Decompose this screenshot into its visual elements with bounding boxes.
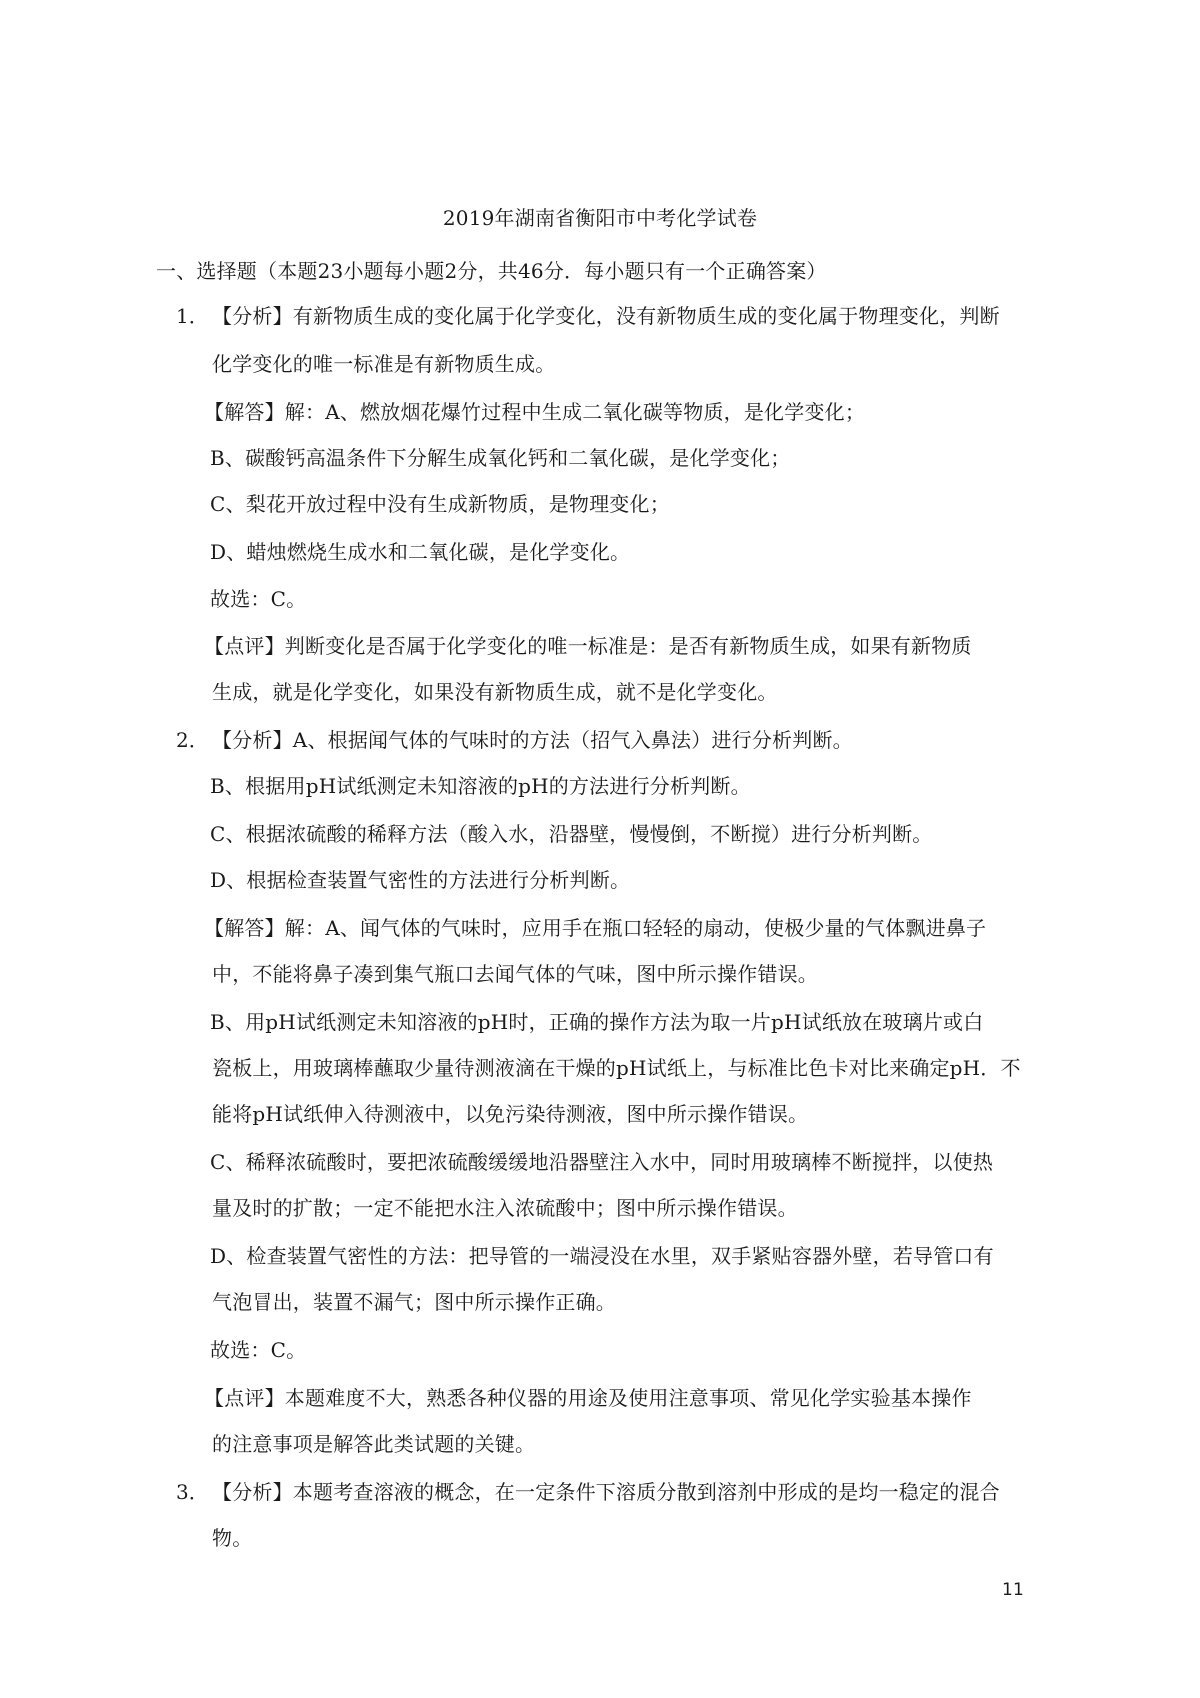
page-number: 11 bbox=[1001, 1580, 1024, 1600]
q2-answer-line: C、稀释浓硫酸时，要把浓硫酸缓缓地沿器壁注入水中，同时用玻璃棒不断搅拌，以使热 bbox=[210, 1150, 994, 1174]
q2-comment-line: 的注意事项是解答此类试题的关键。 bbox=[212, 1432, 536, 1456]
q3-analysis-line: 物。 bbox=[212, 1526, 253, 1550]
q2-answer-line: 能将pH试纸伸入待测液中，以免污染待测液，图中所示操作错误。 bbox=[212, 1102, 809, 1126]
section-heading: 一、选择题（本题23小题每小题2分，共46分．每小题只有一个正确答案） bbox=[156, 259, 827, 283]
document-title: 2019年湖南省衡阳市中考化学试卷 bbox=[442, 206, 758, 230]
q1-answer-line: B、碳酸钙高温条件下分解生成氧化钙和二氧化碳，是化学变化； bbox=[210, 446, 791, 470]
q2-answer-line: 量及时的扩散；一定不能把水注入浓硫酸中；图中所示操作错误。 bbox=[212, 1196, 798, 1220]
q2-answer-line: D、检查装置气密性的方法：把导管的一端浸没在水里，双手紧贴容器外壁，若导管口有 bbox=[210, 1244, 994, 1268]
q2-analysis-line: B、根据用pH试纸测定未知溶液的pH的方法进行分析判断。 bbox=[210, 774, 751, 798]
q1-analysis-line: 化学变化的唯一标准是有新物质生成。 bbox=[212, 352, 556, 376]
q2-answer-line: 气泡冒出，装置不漏气；图中所示操作正确。 bbox=[212, 1290, 616, 1314]
q2-comment-line: 【点评】本题难度不大，熟悉各种仪器的用途及使用注意事项、常见化学实验基本操作 bbox=[204, 1386, 972, 1410]
q2-analysis-line: 【分析】A、根据闻气体的气味时的方法（招气入鼻法）进行分析判断。 bbox=[212, 728, 853, 752]
question-number: 1． bbox=[176, 304, 209, 328]
q1-answer-line: 【解答】解：A、燃放烟花爆竹过程中生成二氧化碳等物质，是化学变化； bbox=[204, 400, 866, 424]
q3-analysis-line: 【分析】本题考查溶液的概念，在一定条件下溶质分散到溶剂中形成的是均一稳定的混合 bbox=[212, 1480, 1000, 1504]
q2-analysis-line: D、根据检查装置气密性的方法进行分析判断。 bbox=[210, 868, 631, 892]
question-number: 3． bbox=[176, 1480, 209, 1504]
q2-analysis-line: C、根据浓硫酸的稀释方法（酸入水，沿器壁，慢慢倒，不断搅）进行分析判断。 bbox=[210, 822, 933, 846]
q2-answer-line: 【解答】解：A、闻气体的气味时，应用手在瓶口轻轻的扇动，使极少量的气体飘进鼻子 bbox=[204, 916, 987, 940]
q1-comment-line: 【点评】判断变化是否属于化学变化的唯一标准是：是否有新物质生成，如果有新物质 bbox=[204, 634, 972, 658]
q1-analysis-line: 【分析】有新物质生成的变化属于化学变化，没有新物质生成的变化属于物理变化，判断 bbox=[212, 304, 1000, 328]
question-number: 2． bbox=[176, 728, 209, 752]
q1-comment-line: 生成，就是化学变化，如果没有新物质生成，就不是化学变化。 bbox=[212, 680, 778, 704]
q1-answer-line: C、梨花开放过程中没有生成新物质，是物理变化； bbox=[210, 492, 670, 516]
q2-choice-line: 故选：C。 bbox=[210, 1338, 307, 1362]
q1-answer-line: D、蜡烛燃烧生成水和二氧化碳，是化学变化。 bbox=[210, 540, 631, 564]
q1-choice-line: 故选：C。 bbox=[210, 587, 307, 611]
q2-answer-line: 瓷板上，用玻璃棒蘸取少量待测液滴在干燥的pH试纸上，与标准比色卡对比来确定pH．不 bbox=[212, 1056, 1021, 1080]
q2-answer-line: 中，不能将鼻子凑到集气瓶口去闻气体的气味，图中所示操作错误。 bbox=[212, 962, 818, 986]
q2-answer-line: B、用pH试纸测定未知溶液的pH时，正确的操作方法为取一片pH试纸放在玻璃片或白 bbox=[210, 1010, 984, 1034]
